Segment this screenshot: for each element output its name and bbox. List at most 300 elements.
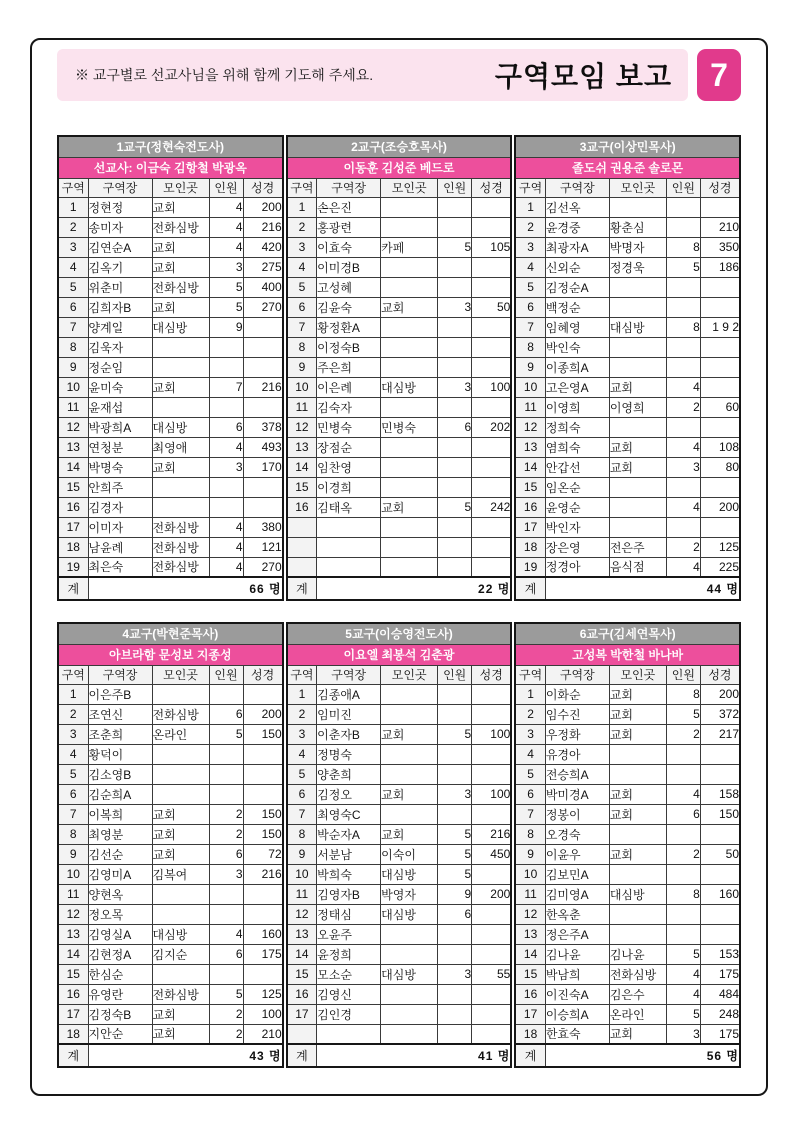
district-number: 14	[287, 457, 317, 477]
table-row	[287, 217, 512, 237]
leader-name: 정태심	[317, 904, 381, 924]
district-number: 8	[287, 824, 317, 844]
table-row	[287, 377, 512, 397]
district-number: 11	[287, 884, 317, 904]
table-row	[287, 1004, 512, 1024]
table-row	[287, 684, 512, 704]
attendance-count	[209, 964, 243, 984]
meeting-place: 교회	[609, 437, 666, 457]
table-row	[58, 924, 283, 944]
attendance-count: 4	[666, 984, 700, 1004]
meeting-place: 교회	[609, 784, 666, 804]
meeting-place: 교회	[152, 457, 209, 477]
bible-count	[472, 317, 512, 337]
attendance-count	[438, 804, 472, 824]
table-row	[287, 357, 512, 377]
leader-name: 김선옥	[545, 197, 609, 217]
district-number: 12	[515, 417, 545, 437]
attendance-count	[438, 517, 472, 537]
table-row	[58, 557, 283, 577]
bible-count: 210	[700, 217, 740, 237]
attendance-count	[666, 217, 700, 237]
table-row	[58, 437, 283, 457]
district-number: 5	[58, 277, 88, 297]
district-number: 3	[287, 724, 317, 744]
attendance-count	[666, 924, 700, 944]
district-number: 10	[515, 377, 545, 397]
total-label: 계	[58, 577, 88, 600]
bible-count: 175	[243, 944, 283, 964]
attendance-count	[666, 824, 700, 844]
attendance-count	[209, 357, 243, 377]
attendance-count: 3	[209, 257, 243, 277]
table-row	[58, 377, 283, 397]
bible-count	[243, 904, 283, 924]
bible-count	[700, 517, 740, 537]
district-number: 14	[58, 457, 88, 477]
meeting-place	[152, 784, 209, 804]
table-row	[287, 704, 512, 724]
attendance-count	[438, 684, 472, 704]
meeting-place	[152, 744, 209, 764]
leader-name: 이춘자B	[317, 724, 381, 744]
leader-name: 김종애A	[317, 684, 381, 704]
district-number: 3	[58, 237, 88, 257]
district-number: 6	[58, 297, 88, 317]
attendance-count	[666, 764, 700, 784]
bible-count: 350	[700, 237, 740, 257]
attendance-count: 6	[209, 704, 243, 724]
meeting-place: 대심방	[381, 864, 438, 884]
attendance-count: 5	[438, 824, 472, 844]
district-number: 2	[287, 704, 317, 724]
bible-count: 270	[243, 297, 283, 317]
district-number: 13	[58, 924, 88, 944]
leader-name	[317, 517, 381, 537]
meeting-place: 대심방	[152, 317, 209, 337]
district-number: 1	[287, 197, 317, 217]
meeting-place	[609, 477, 666, 497]
attendance-count: 5	[438, 497, 472, 517]
leader-name: 정순임	[88, 357, 152, 377]
district-number: 4	[287, 744, 317, 764]
leader-name: 김태옥	[317, 497, 381, 517]
meeting-place	[609, 764, 666, 784]
bible-count: 100	[472, 377, 512, 397]
table-title: 4교구(박현준목사)	[58, 623, 283, 644]
attendance-count: 5	[438, 844, 472, 864]
meeting-place: 대심방	[381, 377, 438, 397]
leader-name: 위춘미	[88, 277, 152, 297]
attendance-count: 2	[209, 1004, 243, 1024]
bible-count	[472, 944, 512, 964]
table-row	[515, 437, 740, 457]
total-label: 계	[515, 577, 545, 600]
attendance-count	[438, 557, 472, 577]
leader-name: 박희숙	[317, 864, 381, 884]
attendance-count: 9	[209, 317, 243, 337]
leader-name: 정경아	[545, 557, 609, 577]
total-row	[58, 1044, 283, 1067]
attendance-count: 2	[666, 724, 700, 744]
attendance-count	[666, 417, 700, 437]
attendance-count: 5	[666, 944, 700, 964]
table-row	[58, 257, 283, 277]
table-row	[58, 704, 283, 724]
attendance-count	[438, 764, 472, 784]
bible-count	[243, 744, 283, 764]
table-row	[515, 724, 740, 744]
bible-count: 60	[700, 397, 740, 417]
leader-name: 박미경A	[545, 784, 609, 804]
attendance-count: 5	[438, 237, 472, 257]
column-header-row	[287, 665, 512, 684]
attendance-count	[666, 864, 700, 884]
district-number: 8	[515, 824, 545, 844]
district-number: 10	[287, 377, 317, 397]
meeting-place	[381, 257, 438, 277]
bible-count: 158	[700, 784, 740, 804]
district-number: 12	[287, 904, 317, 924]
attendance-count	[209, 497, 243, 517]
table-subtitle-row	[515, 157, 740, 178]
table-row	[58, 497, 283, 517]
district-number: 8	[287, 337, 317, 357]
attendance-count	[209, 784, 243, 804]
bible-count	[243, 357, 283, 377]
bible-count	[472, 517, 512, 537]
table-title: 2교구(조승호목사)	[287, 136, 512, 157]
meeting-place: 교회	[609, 457, 666, 477]
district-number: 10	[287, 864, 317, 884]
page-title: 구역모임 보고	[494, 61, 672, 92]
bible-count: 484	[700, 984, 740, 1004]
bible-count	[243, 884, 283, 904]
total-row	[287, 1044, 512, 1067]
table-row	[58, 864, 283, 884]
bible-count	[472, 924, 512, 944]
leader-name: 한옥춘	[545, 904, 609, 924]
attendance-count: 2	[209, 1024, 243, 1044]
column-header-row	[58, 178, 283, 197]
attendance-count: 8	[666, 317, 700, 337]
attendance-count	[209, 884, 243, 904]
attendance-count: 5	[209, 277, 243, 297]
meeting-place: 교회	[152, 297, 209, 317]
table-row	[287, 257, 512, 277]
district-number: 15	[58, 964, 88, 984]
bible-count: 372	[700, 704, 740, 724]
meeting-place: 교회	[609, 704, 666, 724]
table-row	[515, 557, 740, 577]
column-header: 구역	[287, 665, 317, 684]
leader-name: 김숙자	[317, 397, 381, 417]
table-row	[287, 904, 512, 924]
table-row	[58, 724, 283, 744]
leader-name: 최은숙	[88, 557, 152, 577]
bible-count	[472, 864, 512, 884]
meeting-place	[381, 924, 438, 944]
attendance-count: 4	[666, 497, 700, 517]
table-row	[58, 417, 283, 437]
bible-count	[243, 317, 283, 337]
attendance-count	[666, 197, 700, 217]
bible-count: 175	[700, 964, 740, 984]
bible-count	[243, 477, 283, 497]
table-row	[515, 357, 740, 377]
leader-name: 김미영A	[545, 884, 609, 904]
table-row	[515, 217, 740, 237]
bible-count	[472, 764, 512, 784]
leader-name: 박인숙	[545, 337, 609, 357]
bible-count: 186	[700, 257, 740, 277]
leader-name: 정현정	[88, 197, 152, 217]
attendance-count: 3	[438, 297, 472, 317]
bible-count: 242	[472, 497, 512, 517]
table-row	[58, 744, 283, 764]
table-row	[515, 784, 740, 804]
meeting-place	[609, 417, 666, 437]
district-number: 4	[58, 257, 88, 277]
bible-count	[472, 197, 512, 217]
bible-count: 210	[243, 1024, 283, 1044]
table-row	[287, 804, 512, 824]
district-number: 9	[515, 357, 545, 377]
district-number: 11	[287, 397, 317, 417]
attendance-count	[438, 477, 472, 497]
meeting-place: 교회	[609, 804, 666, 824]
bible-count: 493	[243, 437, 283, 457]
meeting-place	[381, 557, 438, 577]
attendance-count: 7	[209, 377, 243, 397]
table-row	[515, 864, 740, 884]
attendance-count: 9	[438, 884, 472, 904]
leader-name: 김나윤	[545, 944, 609, 964]
bible-count: 160	[243, 924, 283, 944]
meeting-place: 교회	[381, 497, 438, 517]
leader-name: 김윤숙	[317, 297, 381, 317]
table-row	[287, 317, 512, 337]
table-row	[515, 844, 740, 864]
table-row	[287, 724, 512, 744]
district-number: 8	[58, 337, 88, 357]
table-row	[515, 1024, 740, 1044]
meeting-place: 전화심방	[609, 964, 666, 984]
leader-name: 황정환A	[317, 317, 381, 337]
meeting-place: 김나윤	[609, 944, 666, 964]
table-subtitle-row	[58, 644, 283, 665]
bible-count: 420	[243, 237, 283, 257]
attendance-count: 2	[666, 397, 700, 417]
attendance-count: 4	[209, 557, 243, 577]
table-row	[515, 1004, 740, 1024]
meeting-place: 전화심방	[152, 704, 209, 724]
meeting-place	[152, 964, 209, 984]
attendance-count: 8	[666, 237, 700, 257]
table-row	[58, 217, 283, 237]
column-header: 성경	[243, 665, 283, 684]
bible-count: 100	[243, 1004, 283, 1024]
leader-name: 김영자B	[317, 884, 381, 904]
attendance-count: 6	[438, 904, 472, 924]
attendance-count	[209, 684, 243, 704]
meeting-place: 김복여	[152, 864, 209, 884]
column-header: 모인곳	[381, 665, 438, 684]
table-row	[287, 924, 512, 944]
table-row	[58, 844, 283, 864]
bible-count	[472, 457, 512, 477]
table-row	[515, 517, 740, 537]
bible-count: 225	[700, 557, 740, 577]
district-number: 3	[287, 237, 317, 257]
bible-count	[472, 1024, 512, 1044]
table-title: 3교구(이상민목사)	[515, 136, 740, 157]
district-number: 11	[515, 397, 545, 417]
meeting-place: 민병숙	[381, 417, 438, 437]
district-number: 16	[287, 984, 317, 1004]
table-row	[287, 864, 512, 884]
table-row	[58, 477, 283, 497]
leader-name: 김정오	[317, 784, 381, 804]
meeting-place: 교회	[152, 1004, 209, 1024]
report-page	[30, 38, 768, 1096]
meeting-place: 카페	[381, 237, 438, 257]
leader-name: 정은주A	[545, 924, 609, 944]
district-number: 15	[515, 477, 545, 497]
leader-name: 유경아	[545, 744, 609, 764]
leader-name: 이화순	[545, 684, 609, 704]
meeting-place: 교회	[152, 257, 209, 277]
page-header	[57, 49, 741, 101]
meeting-place: 전화심방	[152, 277, 209, 297]
leader-name: 이복희	[88, 804, 152, 824]
district-number: 14	[58, 944, 88, 964]
table-row	[515, 297, 740, 317]
table-row	[58, 764, 283, 784]
district-number: 18	[58, 537, 88, 557]
column-header: 모인곳	[152, 665, 209, 684]
table-row	[515, 924, 740, 944]
attendance-count: 4	[209, 924, 243, 944]
district-number: 14	[515, 944, 545, 964]
leader-name: 유영란	[88, 984, 152, 1004]
district-number: 5	[287, 764, 317, 784]
table-row	[287, 784, 512, 804]
district-number	[287, 1024, 317, 1044]
leader-name: 주은희	[317, 357, 381, 377]
meeting-place	[381, 357, 438, 377]
table-row	[58, 684, 283, 704]
table-row	[515, 764, 740, 784]
meeting-place	[381, 1024, 438, 1044]
meeting-place	[609, 297, 666, 317]
bible-count: 1 9 2	[700, 317, 740, 337]
leader-name: 민병숙	[317, 417, 381, 437]
table-row	[58, 197, 283, 217]
attendance-count: 8	[666, 884, 700, 904]
attendance-count: 4	[666, 784, 700, 804]
bible-count: 248	[700, 1004, 740, 1024]
meeting-place: 전화심방	[152, 537, 209, 557]
meeting-place: 교회	[609, 684, 666, 704]
total-value: 44 명	[545, 577, 740, 600]
district-number: 7	[287, 317, 317, 337]
meeting-place	[381, 277, 438, 297]
column-header-row	[287, 178, 512, 197]
district-number: 15	[58, 477, 88, 497]
leader-name: 조연신	[88, 704, 152, 724]
leader-name: 모소순	[317, 964, 381, 984]
leader-name: 지안순	[88, 1024, 152, 1044]
table-row	[515, 397, 740, 417]
leader-name: 이종희A	[545, 357, 609, 377]
table-row	[515, 944, 740, 964]
table-title: 6교구(김세연목사)	[515, 623, 740, 644]
attendance-count	[438, 437, 472, 457]
leader-name: 이효숙	[317, 237, 381, 257]
district-number: 11	[515, 884, 545, 904]
column-header: 성경	[243, 178, 283, 197]
leader-name: 정봉이	[545, 804, 609, 824]
leader-name: 박광희A	[88, 417, 152, 437]
leader-name: 이정숙B	[317, 337, 381, 357]
meeting-place: 교회	[609, 377, 666, 397]
bible-count	[472, 804, 512, 824]
meeting-place: 대심방	[381, 964, 438, 984]
attendance-count	[438, 277, 472, 297]
bible-count: 270	[243, 557, 283, 577]
table-title-row	[287, 136, 512, 157]
prayer-note: ※ 교구별로 선교사님을 위해 함께 기도해 주세요.	[75, 67, 374, 83]
attendance-count: 8	[666, 684, 700, 704]
table-row	[58, 337, 283, 357]
bible-count: 50	[700, 844, 740, 864]
table-row	[58, 237, 283, 257]
column-header: 구역장	[88, 178, 152, 197]
table-row	[287, 197, 512, 217]
leader-name	[317, 1024, 381, 1044]
leader-name: 안희주	[88, 477, 152, 497]
meeting-place: 교회	[152, 1024, 209, 1044]
meeting-place: 이영희	[609, 397, 666, 417]
district-number: 1	[287, 684, 317, 704]
meeting-place: 교회	[609, 724, 666, 744]
leader-name: 윤경중	[545, 217, 609, 237]
meeting-place: 전화심방	[152, 984, 209, 1004]
bible-count	[472, 557, 512, 577]
total-value: 56 명	[545, 1044, 740, 1067]
leader-name: 최영숙C	[317, 804, 381, 824]
table-row	[58, 457, 283, 477]
leader-name	[317, 557, 381, 577]
district-number: 9	[287, 844, 317, 864]
bible-count: 200	[472, 884, 512, 904]
column-header: 구역장	[545, 665, 609, 684]
table-row	[515, 417, 740, 437]
column-header: 인원	[666, 665, 700, 684]
table-row	[58, 357, 283, 377]
district-number: 15	[287, 964, 317, 984]
table-row	[287, 744, 512, 764]
attendance-count	[209, 397, 243, 417]
district-number: 18	[515, 537, 545, 557]
meeting-place	[381, 197, 438, 217]
attendance-count	[438, 944, 472, 964]
attendance-count: 5	[666, 704, 700, 724]
table-row	[58, 1024, 283, 1044]
district-number: 13	[515, 437, 545, 457]
district-number: 5	[515, 764, 545, 784]
